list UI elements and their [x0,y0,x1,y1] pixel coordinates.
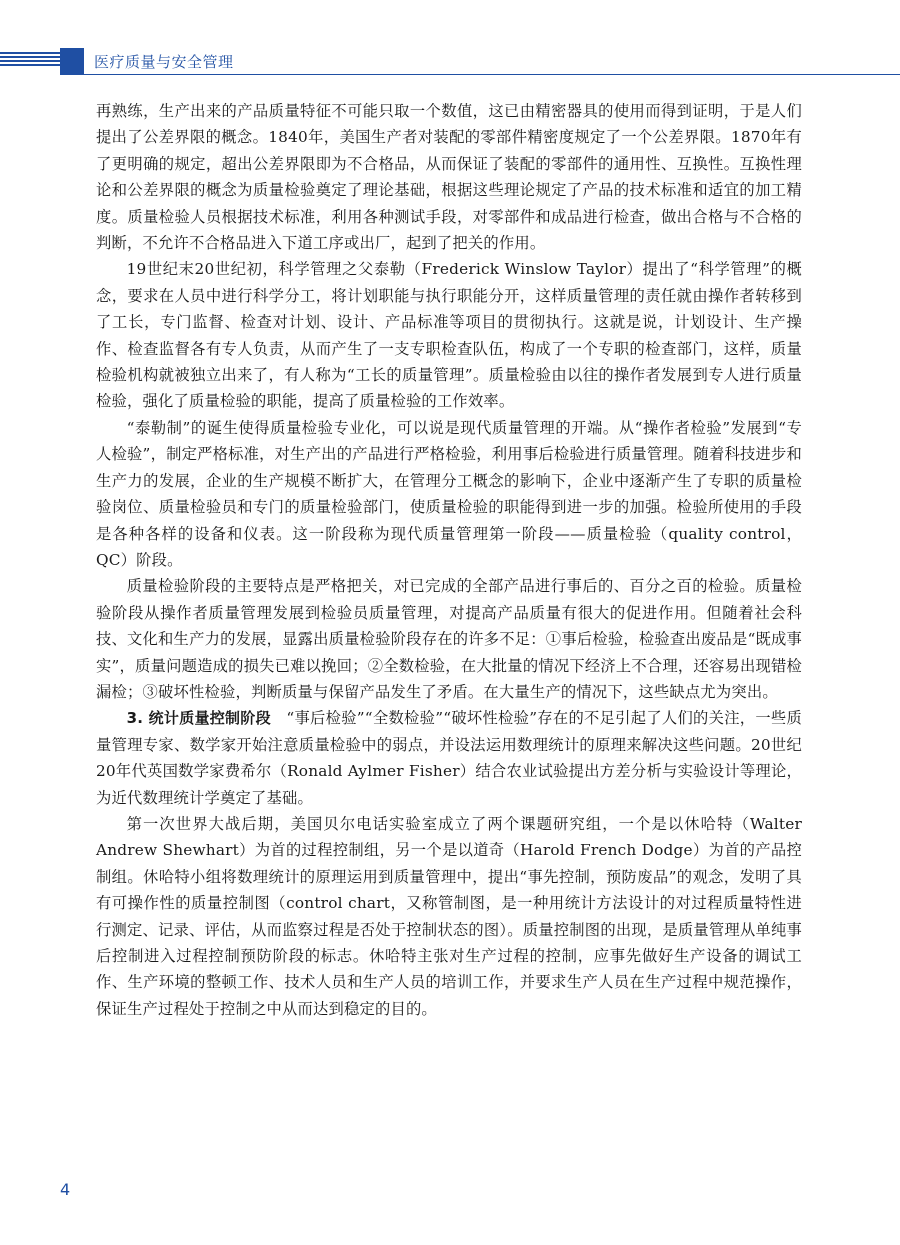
body-text [96,98,802,1022]
header-title: 医疗质量与安全管理 [94,53,234,71]
header-rule [60,74,900,75]
page-number: 4 [60,1180,71,1199]
section-heading: 3. 统计质量控制阶段 [126,709,271,728]
paragraph-3: “泰勒制”的诞生使得质量检验专业化，可以说是现代质量管理的开端。从“操作者检验”发展到“专人检验”，制定严格标准，对生产出的产品进行严格检验，利用事后检验进行质量管理。随着科技进步和生产力的发展，企业的生产规模不断扩大，在管理分工概念的影响下，企业中逐渐产生了专职的质量检验岗位、质量检验员和专门的质量检验部门，使质量检验的职能得到进一步的加强。检验所使用的手段是各种各样的设备和仪表。这一阶段称为现代质量管理第一阶段——质量检验（quality control，QC）阶段。 [96,418,802,569]
paragraph-6: 第一次世界大战后期，美国贝尔电话实验室成立了两个课题研究组，一个是以休哈特（Walter Andrew Shewhart）为首的过程控制组，另一个是以道奇（Harold French Dodge）为首的产品控制组。休哈特小组将数理统计的原理运用到质量管理中，提出“事先控制，预防废品”的观念，发明了具有可操作性的质量控制图（control chart，又称管制图，是一种用统计方法设计的对过程质量特性进行测定、记录、评估，从而监察过程是否处于控制状态的图）。质量控制图的出现，是质量管理从单纯事后控制进入过程控制预防阶段的标志。休哈特主张对生产过程的控制，应事先做好生产设备的调试工作、生产环境的整顿工作、技术人员和生产人员的培训工作，并要求生产人员在生产过程中规范操作，保证生产过程处于控制之中从而达到稳定的目的。 [96,814,802,1018]
header-blue-block [60,48,84,74]
paragraph-4: 质量检验阶段的主要特点是严格把关，对已完成的全部产品进行事后的、百分之百的检验。质量检验阶段从操作者质量管理发展到检验员质量管理，对提高产品质量有很大的促进作用。但随着社会科技、文化和生产力的发展，显露出质量检验阶段存在的许多不足：①事后检验，检验查出废品是“既成事实”，质量问题造成的损失已难以挽回；②全数检验，在大批量的情况下经济上不合理，还容易出现错检漏检；③破坏性检验，判断质量与保留产品发生了矛盾。在大量生产的情况下，这些缺点尤为突出。 [96,577,802,701]
paragraph-5 [96,705,802,811]
paragraph-2: 19世纪末20世纪初，科学管理之父泰勒（Frederick Winslow Taylor）提出了“科学管理”的概念，要求在人员中进行科学分工，将计划职能与执行职能分开，这样质量管理的责任就由操作者转移到了工长，专门监督、检查对计划、设计、产品标准等项目的贯彻执行。这就是说，计划设计、生产操作、检查监督各有专人负责，从而产生了一支专职检查队伍，构成了一个专职的检查部门，这样，质量检验机构就被独立出来了，有人称为“工长的质量管理”。质量检验由以往的操作者发展到专人进行质量检验，强化了质量检验的职能，提高了质量检验的工作效率。 [96,260,802,411]
paragraph-5-text: “事后检验”“全数检验”“破坏性检验”存在的不足引起了人们的关注，一些质量管理专家、数学家开始注意质量检验中的弱点，并设法运用数理统计的原理来解决这些问题。20世纪20年代英国数学家费希尔（Ronald Aylmer Fisher）结合农业试验提出方差分析与实验设计等理论，为近代数理统计学奠定了基础。 [96,709,803,807]
running-header [0,46,900,76]
header-stripes-decoration [0,52,60,70]
paragraph-1: 再熟练，生产出来的产品质量特征不可能只取一个数值，这已由精密器具的使用而得到证明，于是人们提出了公差界限的概念。1840年，美国生产者对装配的零部件精密度规定了一个公差界限。1870年有了更明确的规定，超出公差界限即为不合格品，从而保证了装配的零部件的通用性、互换性。互换性理论和公差界限的概念为质量检验奠定了理论基础，根据这些理论规定了产品的技术标准和适宜的加工精度。质量检验人员根据技术标准，利用各种测试手段，对零部件和成品进行检查，做出合格与不合格的判断，不允许不合格品进入下道工序或出厂，起到了把关的作用。 [96,102,802,253]
